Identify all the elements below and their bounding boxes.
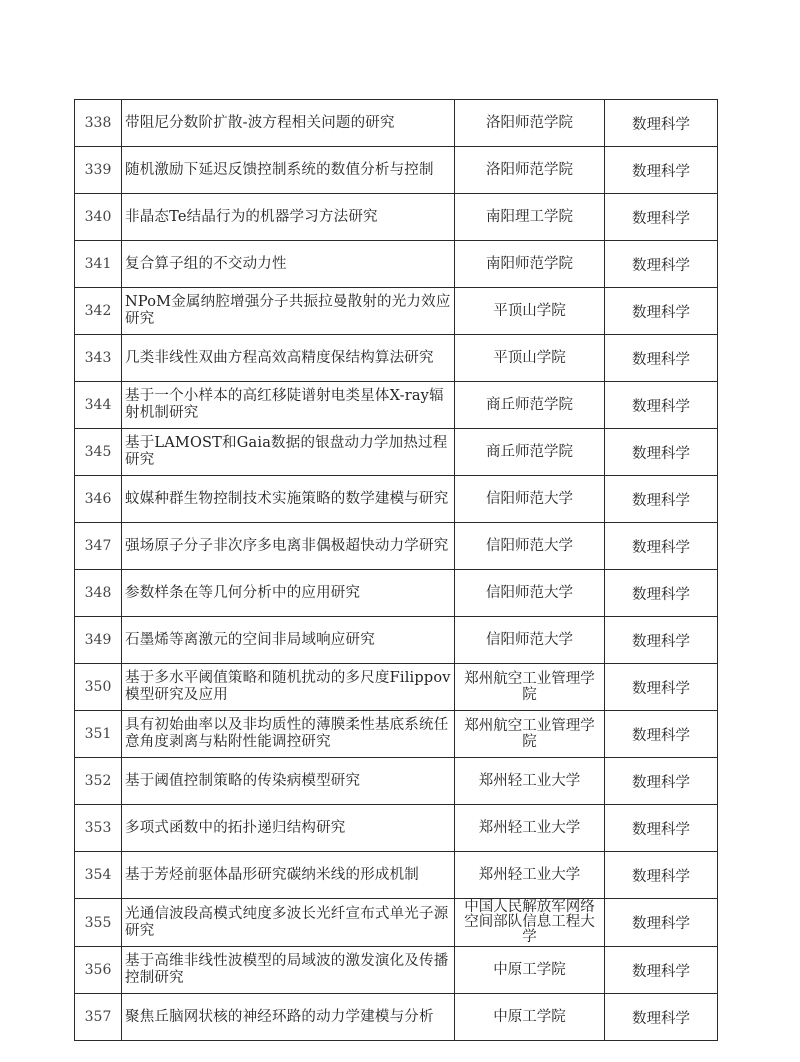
table-row [75, 429, 718, 476]
project-title: 基于多水平阈值策略和随机扰动的多尺度Filippov模型研究及应用 [125, 670, 451, 703]
table-row [75, 664, 718, 711]
institution: 信阳师范大学 [486, 538, 573, 554]
row-number: 354 [84, 867, 112, 883]
institution: 郑州轻工业大学 [478, 867, 581, 883]
row-number: 356 [84, 962, 112, 978]
project-title: 光通信波段高模式纯度多波长光纤宣布式单光子源研究 [125, 905, 449, 939]
project-title: 基于阈值控制策略的传染病模型研究 [125, 772, 361, 789]
table-row [75, 288, 718, 335]
table-row [75, 947, 718, 994]
institution: 商丘师范学院 [486, 444, 573, 460]
row-number: 339 [84, 162, 112, 178]
discipline: 数理科学 [632, 304, 690, 321]
project-list-table-container [74, 99, 717, 1041]
row-number: 342 [84, 303, 112, 319]
table-row [75, 570, 718, 617]
row-number: 357 [84, 1009, 112, 1025]
project-title: 蚊媒种群生物控制技术实施策略的数学建模与研究 [125, 490, 449, 507]
table-row [75, 335, 718, 382]
table-row [75, 241, 718, 288]
project-title: 几类非线性双曲方程高效高精度保结构算法研究 [125, 349, 434, 366]
discipline: 数理科学 [632, 492, 690, 509]
discipline: 数理科学 [632, 163, 690, 180]
row-number: 344 [84, 397, 112, 413]
table-row [75, 617, 718, 664]
discipline: 数理科学 [632, 727, 690, 744]
row-number: 340 [84, 209, 112, 225]
project-title: 强场原子分子非次序多电离非偶极超快动力学研究 [125, 537, 449, 554]
row-number: 341 [84, 256, 112, 272]
table-row [75, 852, 718, 899]
table-row [75, 382, 718, 429]
project-title: 复合算子组的不交动力性 [125, 255, 287, 272]
discipline: 数理科学 [632, 633, 690, 650]
project-title: 参数样条在等几何分析中的应用研究 [125, 584, 361, 601]
project-title: NPoM金属纳腔增强分子共振拉曼散射的光力效应研究 [125, 294, 451, 327]
discipline: 数理科学 [632, 539, 690, 556]
project-title: 基于一个小样本的高红移陡谱射电类星体X-ray辐射机制研究 [125, 388, 444, 421]
table-row [75, 758, 718, 805]
discipline: 数理科学 [632, 868, 690, 885]
discipline: 数理科学 [632, 963, 690, 980]
institution: 洛阳师范学院 [486, 162, 573, 178]
row-number: 348 [84, 585, 112, 601]
project-title: 石墨烯等离激元的空间非局域响应研究 [125, 631, 375, 648]
discipline: 数理科学 [632, 398, 690, 415]
institution: 商丘师范学院 [486, 397, 573, 413]
row-number: 353 [84, 820, 112, 836]
table-row [75, 711, 718, 758]
row-number: 346 [84, 491, 112, 507]
institution: 平顶山学院 [493, 350, 566, 366]
institution: 南阳师范学院 [486, 256, 573, 272]
institution: 洛阳师范学院 [486, 115, 573, 131]
row-number: 347 [84, 538, 112, 554]
discipline: 数理科学 [632, 916, 690, 932]
table-row [75, 194, 718, 241]
project-title: 具有初始曲率以及非均质性的薄膜柔性基底系统任意角度剥离与粘附性能调控研究 [125, 717, 449, 750]
project-title: 基于LAMOST和Gaia数据的银盘动力学加热过程研究 [125, 435, 448, 468]
institution: 信阳师范大学 [486, 632, 573, 648]
project-title: 带阻尼分数阶扩散-波方程相关问题的研究 [125, 114, 395, 131]
project-title: 聚焦丘脑网状核的神经环路的动力学建模与分析 [125, 1008, 434, 1025]
institution: 南阳理工学院 [486, 209, 573, 225]
discipline: 数理科学 [632, 586, 690, 603]
table-row [75, 476, 718, 523]
project-title: 基于芳烃前驱体晶形研究碳纳米线的形成机制 [125, 866, 419, 883]
table-row [75, 523, 718, 570]
institution: 郑州航空工业管理学院 [464, 671, 595, 703]
row-number: 338 [84, 115, 112, 131]
row-number: 349 [84, 632, 112, 648]
discipline: 数理科学 [632, 445, 690, 462]
discipline: 数理科学 [632, 680, 690, 697]
institution: 中原工学院 [493, 1009, 566, 1025]
project-title: 非晶态Te结晶行为的机器学习方法研究 [125, 208, 378, 225]
discipline: 数理科学 [632, 821, 690, 838]
institution: 中国人民解放军网络空间部队信息工程大学 [464, 899, 595, 945]
table-row [75, 100, 718, 147]
row-number: 352 [84, 773, 112, 789]
discipline: 数理科学 [632, 116, 690, 133]
institution: 郑州轻工业大学 [478, 773, 581, 789]
row-number: 343 [84, 350, 112, 366]
institution: 信阳师范大学 [486, 585, 573, 601]
project-title: 基于高维非线性波模型的局域波的激发演化及传播控制研究 [125, 953, 449, 986]
table-row [75, 994, 718, 1041]
discipline: 数理科学 [632, 210, 690, 227]
project-title: 随机激励下延迟反馈控制系统的数值分析与控制 [125, 161, 434, 178]
institution: 郑州航空工业管理学院 [464, 718, 595, 750]
institution: 中原工学院 [493, 962, 566, 978]
row-number: 351 [84, 726, 112, 742]
table-row [75, 805, 718, 852]
institution: 平顶山学院 [493, 303, 566, 319]
project-list-table [74, 99, 718, 1041]
discipline: 数理科学 [632, 774, 690, 791]
project-title: 多项式函数中的拓扑递归结构研究 [125, 819, 346, 836]
discipline: 数理科学 [632, 257, 690, 274]
discipline: 数理科学 [632, 351, 690, 368]
row-number: 355 [84, 914, 112, 931]
table-row [75, 147, 718, 194]
discipline: 数理科学 [632, 1010, 690, 1027]
table-row [75, 899, 718, 947]
row-number: 345 [84, 444, 112, 460]
row-number: 350 [84, 679, 112, 695]
institution: 信阳师范大学 [486, 491, 573, 507]
institution: 郑州轻工业大学 [478, 820, 581, 836]
